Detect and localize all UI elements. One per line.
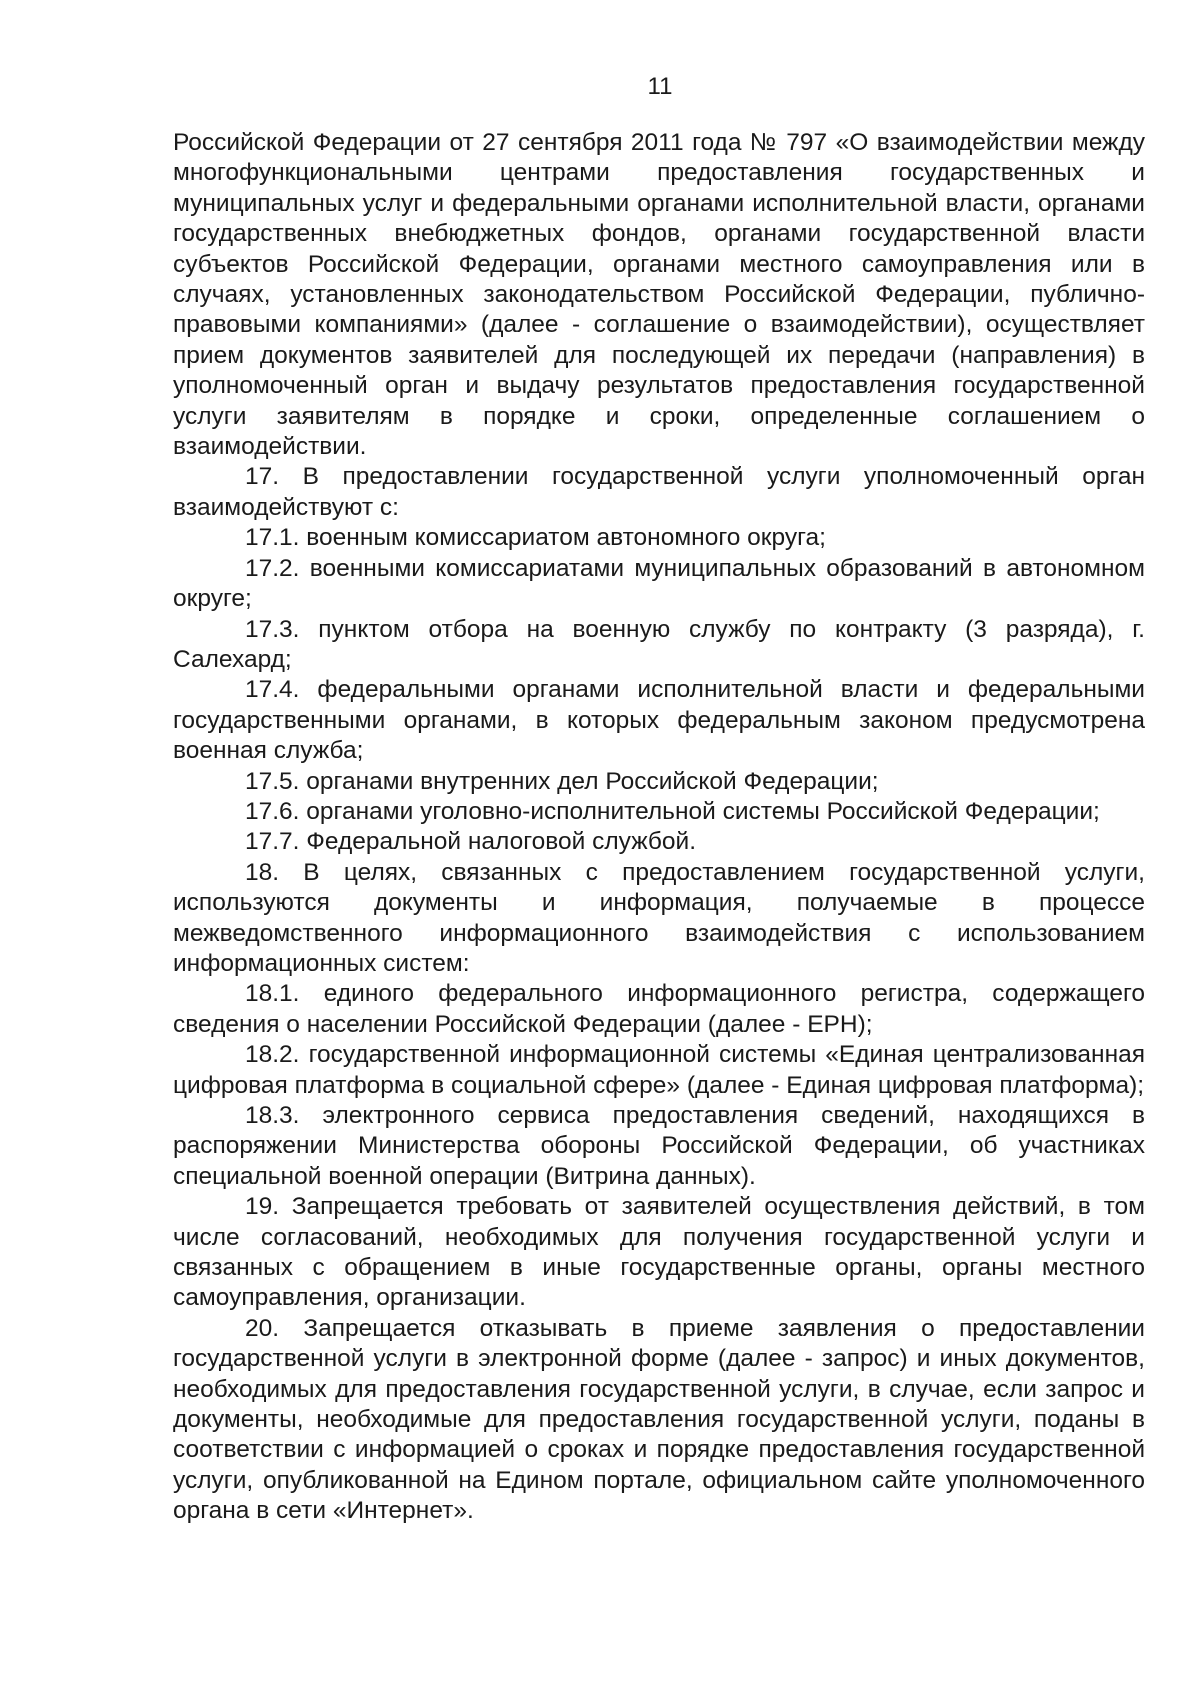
paragraph-18-2: 18.2. государственной информационной системы «Единая централизованная цифровая платформа в социальной сфере» (далее - Единая цифровая платформа); bbox=[173, 1041, 1145, 1099]
paragraph-17-7: 17.7. Федеральной налоговой службой. bbox=[245, 828, 697, 856]
paragraph-17-2: 17.2. военными комиссариатами муниципальных образований в автономном округе; bbox=[173, 554, 1145, 613]
paragraph-19: 19. Запрещается требовать от заявителей осуществления действий, в том числе согласований, необходимых для получения государственной услуги и связанных с обращением в иные государственные органы, органы местного самоуправления, организации. bbox=[173, 1193, 1145, 1312]
paragraph-18-3: 18.3. электронного сервиса предоставления сведений, находящихся в распоряжении Министерства обороны Российской Федерации, об участниках специальной военной операции (Витрина данных). bbox=[173, 1102, 1145, 1190]
paragraph-18-1: 18.1. единого федерального информационного регистра, содержащего сведения о населении Российской Федерации (далее - ЕРН); bbox=[173, 980, 1145, 1038]
paragraph-18: 18. В целях, связанных с предоставлением государственной услуги, используются документы и информация, получаемые в процессе межведомственного информационного взаимодействия с использованием информационных систем: bbox=[173, 858, 1145, 977]
paragraph-20: 20. Запрещается отказывать в приеме заявления о предоставлении государственной услуги в электронной форме (далее - запрос) и иных документов, необходимых для предоставления государственной услуги, в случае, если запрос и документы, необходимые для предоставления государственной услуги, поданы в соответствии с информацией о сроках и порядке предоставления государственной услуги, опубликованной на Едином портале, официальном сайте уполномоченного органа в сети «Интернет». bbox=[173, 1314, 1145, 1525]
paragraph-17-6: 17.6. органами уголовно-исполнительной системы Российской Федерации; bbox=[245, 797, 1100, 825]
document-body bbox=[173, 128, 1145, 1527]
page-number: 11 bbox=[647, 73, 673, 100]
paragraph-17-3: 17.3. пунктом отбора на военную службу по контракту (3 разряда), г. Салехард; bbox=[173, 615, 1145, 673]
paragraph-17: 17. В предоставлении государственной услуги уполномоченный орган взаимодействуют с: bbox=[173, 463, 1145, 521]
paragraph-17-4: 17.4. федеральными органами исполнительной власти и федеральными государственными органами, в которых федеральным законом предусмотрена военная служба; bbox=[173, 676, 1145, 765]
paragraph-17-5: 17.5. органами внутренних дел Российской Федерации; bbox=[245, 767, 879, 795]
paragraph-17-1: 17.1. военным комиссариатом автономного округа; bbox=[245, 524, 826, 552]
paragraph-continuation: Российской Федерации от 27 сентября 2011 года № 797 «О взаимодействии между многофункциональными центрами предоставления государственных и муниципальных услуг и федеральными органами исполнительной власти, органами государственных внебюджетных фондов, органами государственной власти субъектов Российской Федерации, органами местного самоуправления или в случаях, установленных законодательством Российской Федерации, публично-правовыми компаниями» (далее - соглашение о взаимодействии), осуществляет прием документов заявителей для последующей их передачи (направления) в уполномоченный орган и выдачу результатов предоставления государственной услуги заявителям в порядке и сроки, определенные соглашением о взаимодействии. bbox=[173, 129, 1145, 461]
